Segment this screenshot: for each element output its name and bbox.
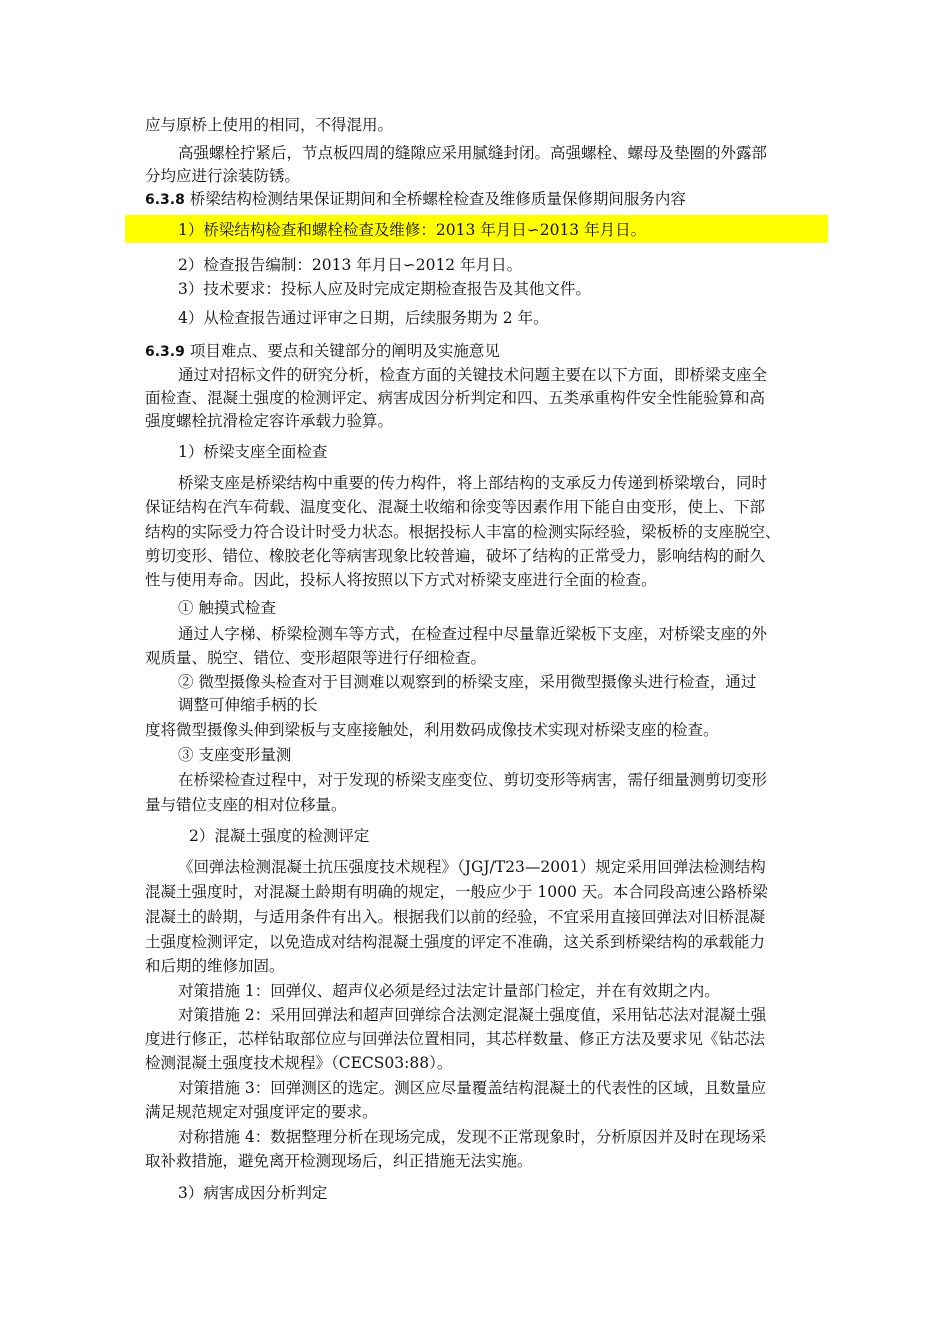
list-item-highlighted: 1）桥梁结构检查和螺栓检查及维修：2013 年月日∽2013 年月日。: [178, 221, 647, 239]
paragraph-line: 保证结构在汽车荷载、温度变化、混凝土收缩和徐变等因素作用下能自由变形，使上、下部: [145, 498, 766, 516]
circled-item: ① 触摸式检查: [178, 599, 276, 617]
subsection-heading: 3）病害成因分析判定: [178, 1184, 328, 1202]
circled-item: ③ 支座变形量测: [178, 746, 292, 764]
paragraph-line: 土强度检测评定，以免造成对结构混凝土强度的评定不准确，这关系到桥梁结构的承载能力: [145, 933, 766, 951]
paragraph-line: 桥梁支座是桥梁结构中重要的传力构件，将上部结构的支承反力传递到桥梁墩台，同时: [178, 474, 768, 492]
section-number: 6.3.9: [145, 344, 185, 360]
paragraph-line: 观质量、脱空、错位、变形超限等进行仔细检查。: [145, 649, 487, 667]
paragraph-line: 性与使用寿命。因此，投标人将按照以下方式对桥梁支座进行全面的检查。: [145, 571, 657, 589]
measure-line: 对策措施 2：采用回弹法和超声回弹综合法测定混凝土强度值，采用钻芯法对混凝土强: [178, 1006, 767, 1024]
paragraph-line: 通过人字梯、桥梁检测车等方式，在检查过程中尽量靠近梁板下支座，对桥梁支座的外: [178, 625, 768, 643]
paragraph-line: 度将微型摄像头伸到梁板与支座接触处，利用数码成像技术实现对桥梁支座的检查。: [145, 721, 719, 739]
paragraph-line: 度进行修正，芯样钻取部位应与回弹法位置相同，其芯样数量、修正方法及要求见《钻芯法: [145, 1030, 766, 1048]
paragraph-line: 取补救措施，避免离开检测现场后，纠正措施无法实施。: [145, 1152, 533, 1170]
section-number: 6.3.8: [145, 192, 185, 208]
paragraph-line: 高强螺栓拧紧后，节点板四周的缝隙应采用腻缝封闭。高强螺栓、螺母及垫圈的外露部: [178, 144, 768, 162]
paragraph-line: 应与原桥上使用的相同，不得混用。: [145, 116, 394, 134]
subsection-heading: 1）桥梁支座全面检查: [178, 443, 328, 461]
paragraph-line: 调整可伸缩手柄的长: [178, 696, 318, 714]
circled-item: ② 微型摄像头检查对于目测难以观察到的桥梁支座，采用微型摄像头进行检查，通过: [178, 673, 757, 691]
measure-line: 对策措施 3：回弹测区的选定。测区应尽量覆盖结构混凝土的代表性的区域，且数量应: [178, 1079, 767, 1097]
list-item: 4）从检查报告通过评审之日期，后续服务期为 2 年。: [178, 309, 549, 327]
paragraph-line: 面检查、混凝土强度的检测评定、病害成因分析判定和四、五类承重构件安全性能验算和高: [145, 389, 766, 407]
section-title: 桥梁结构检测结果保证期间和全桥螺栓检查及维修质量保修期间服务内容: [189, 190, 686, 208]
measure-line: 对称措施 4：数据整理分析在现场完成，发现不正常现象时，分析原因并及时在现场采: [178, 1128, 767, 1146]
list-item: 3）技术要求：投标人应及时完成定期检查报告及其他文件。: [178, 280, 591, 298]
section-heading-6-3-8: [145, 188, 835, 211]
paragraph-line: 结构的实际受力符合设计时受力状态。根据投标人丰富的检测实际经验，梁板桥的支座脱空、: [145, 523, 781, 541]
paragraph-line: 检测混凝土强度技术规程》（CECS03:88）。: [145, 1054, 453, 1072]
paragraph-line: 强度螺栓抗滑检定容许承载力验算。: [145, 412, 394, 430]
paragraph-line: 和后期的维修加固。: [145, 957, 285, 975]
paragraph-line: 《回弹法检测混凝土抗压强度技术规程》（JGJ/T23—2001）规定采用回弹法检测结构: [178, 858, 766, 876]
paragraph-line: 在桥梁检查过程中，对于发现的桥梁支座变位、剪切变形等病害，需仔细量测剪切变形: [178, 771, 768, 789]
paragraph-line: 满足规范规定对强度评定的要求。: [145, 1103, 378, 1121]
paragraph-line: 量与错位支座的相对位移量。: [145, 796, 347, 814]
paragraph-line: 混凝土强度时，对混凝土龄期有明确的规定，一般应少于 1000 天。本合同段高速公路桥梁: [145, 883, 768, 901]
paragraph-line: 混凝土的龄期，与适用条件有出入。根据我们以前的经验，不宜采用直接回弹法对旧桥混凝: [145, 908, 766, 926]
section-heading-6-3-9: [145, 340, 835, 363]
paragraph-line: 剪切变形、错位、橡胶老化等病害现象比较普遍，破坏了结构的正常受力，影响结构的耐久: [145, 547, 766, 565]
paragraph-line: 通过对招标文件的研究分析，检查方面的关键技术问题主要在以下方面，即桥梁支座全: [178, 366, 768, 384]
list-item: 2）检查报告编制：2013 年月日∽2012 年月日。: [178, 256, 523, 274]
paragraph-line: 分均应进行涂装防锈。: [145, 167, 301, 185]
section-title: 项目难点、要点和关键部分的阐明及实施意见: [189, 342, 500, 360]
measure-line: 对策措施 1：回弹仪、超声仪必须是经过法定计量部门检定，并在有效期之内。: [178, 982, 720, 1000]
subsection-heading: 2）混凝土强度的检测评定: [189, 827, 370, 845]
